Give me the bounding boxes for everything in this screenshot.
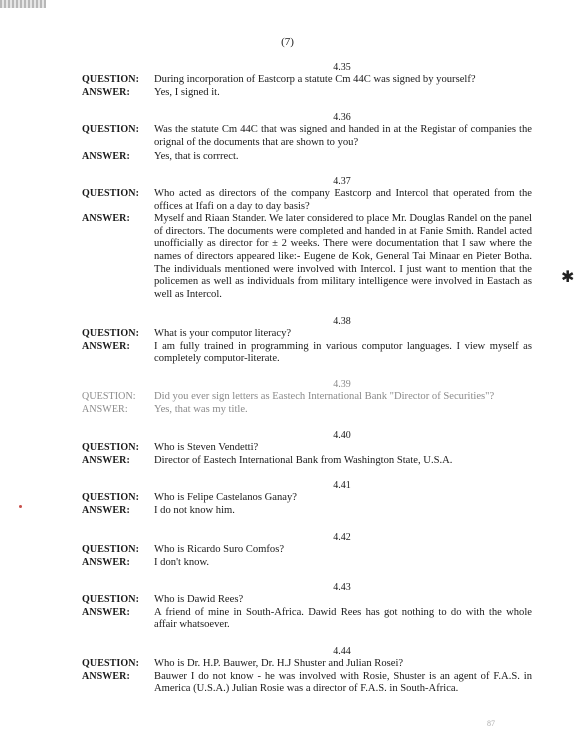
- question-row: [82, 544, 532, 557]
- qa-section: [82, 316, 532, 366]
- answer-label: ANSWER:: [82, 151, 130, 163]
- qa-section: [82, 532, 532, 569]
- question-row: [82, 594, 532, 607]
- section-number: 4.38: [333, 316, 351, 327]
- section-number: 4.40: [333, 430, 351, 441]
- qa-section: [82, 430, 532, 467]
- answer-text: I am fully trained in programming in various computor languages. I view myself as completely computor-literate.: [154, 340, 532, 365]
- answer-label: ANSWER:: [82, 213, 130, 225]
- question-row: [82, 124, 532, 149]
- section-number: 4.35: [333, 62, 351, 73]
- answer-row: [82, 213, 532, 301]
- corner-page-mark: 87: [487, 719, 495, 728]
- question-text: During incorporation of Eastcorp a statute Cm 44C was signed by yourself?: [154, 74, 476, 85]
- answer-label: ANSWER:: [82, 556, 130, 568]
- question-row: [82, 492, 532, 505]
- question-text: Did you ever sign letters as Eastech International Bank "Director of Securities"?: [154, 391, 495, 402]
- answer-row: [82, 557, 532, 570]
- answer-row: [82, 151, 532, 164]
- qa-section: [82, 62, 532, 99]
- question-text: Who is Steven Vendetti?: [154, 442, 259, 453]
- section-number: 4.42: [333, 532, 351, 543]
- question-label: QUESTION:: [82, 442, 140, 453]
- section-number: 4.39: [333, 379, 351, 390]
- section-number: 4.36: [333, 112, 351, 123]
- answer-row: [82, 87, 532, 100]
- question-text: Who acted as directors of the company Eastcorp and Intercol that operated from the offices at Ifafi on a day to day basis?: [154, 188, 532, 212]
- answer-label: ANSWER:: [82, 670, 130, 682]
- qa-section: [82, 379, 532, 416]
- section-number: 4.41: [333, 480, 351, 491]
- answer-label: ANSWER:: [82, 454, 130, 466]
- question-label: QUESTION:: [82, 658, 140, 669]
- question-label: QUESTION:: [82, 391, 136, 402]
- answer-text: Bauwer I do not know - he was involved with Rosie, Shuster is an agent of F.A.S. in America (U.S.A.) Julian Rosie was a director of F.A.S. in South-Africa.: [154, 670, 532, 695]
- answer-text: Myself and Riaan Stander. We later considered to place Mr. Douglas Randel on the panel of directors. The documents were completed and handed in at Fanie Smith. Randel acted unofficially as director for ± 2 weeks. There were documentation that I saw where the names of directors appeared like:- Eugene de Kok, General Tai Minaar en Pieter Botha. The individuals mentioned were involved with Intercol. I just want to mention that the policemen as well as individuals from military intelligence were involved in Eastach as well as Intercol.: [154, 213, 532, 300]
- page-number: (7): [281, 36, 294, 48]
- margin-ink-dot: [19, 505, 22, 508]
- section-number: 4.43: [333, 582, 351, 593]
- qa-section: [82, 582, 532, 632]
- question-text: What is your computor literacy?: [154, 328, 292, 339]
- answer-text: Yes, I signed it.: [154, 86, 220, 98]
- question-text: Who is Dr. H.P. Bauwer, Dr. H.J Shuster and Julian Rosei?: [154, 658, 404, 669]
- answer-label: ANSWER:: [82, 86, 130, 98]
- answer-row: [82, 341, 532, 366]
- question-text: Who is Ricardo Suro Comfos?: [154, 544, 285, 555]
- answer-label: ANSWER:: [82, 606, 130, 618]
- question-text: Who is Felipe Castelanos Ganay?: [154, 492, 297, 503]
- answer-label: ANSWER:: [82, 403, 128, 415]
- answer-label: ANSWER:: [82, 340, 130, 352]
- question-row: [82, 188, 532, 213]
- question-label: QUESTION:: [82, 328, 140, 339]
- scan-artifact: [0, 0, 46, 8]
- question-label: QUESTION:: [82, 188, 140, 199]
- question-row: [82, 74, 532, 87]
- question-row: [82, 328, 532, 341]
- qa-section: [82, 112, 532, 164]
- answer-row: [82, 404, 532, 417]
- answer-row: [82, 505, 532, 518]
- question-label: QUESTION:: [82, 74, 140, 85]
- section-number: 4.44: [333, 646, 351, 657]
- answer-text: I don't know.: [154, 556, 210, 568]
- answer-text: Yes, that was my title.: [154, 403, 248, 415]
- section-number: 4.37: [333, 176, 351, 187]
- question-row: [82, 658, 532, 671]
- question-row: [82, 391, 532, 404]
- answer-text: A friend of mine in South-Africa. Dawid Rees has got nothing to do with the whole affair whatsoever.: [154, 606, 532, 631]
- answer-text: I do not know him.: [154, 504, 235, 516]
- answer-label: ANSWER:: [82, 504, 130, 516]
- answer-row: [82, 455, 532, 468]
- question-label: QUESTION:: [82, 492, 140, 503]
- question-text: Was the statute Cm 44C that was signed and handed in at the Registar of companies the orignal of the documents that are shown to you?: [154, 124, 532, 148]
- answer-text: Yes, that is corrrect.: [154, 151, 239, 163]
- question-text: Who is Dawid Rees?: [154, 594, 244, 605]
- answer-row: [82, 671, 532, 696]
- qa-section: [82, 176, 532, 301]
- margin-asterisk-mark: ✱: [561, 269, 575, 286]
- answer-text: Director of Eastech International Bank from Washington State, U.S.A.: [154, 454, 453, 466]
- qa-section: [82, 480, 532, 517]
- question-label: QUESTION:: [82, 124, 140, 135]
- qa-section: [82, 646, 532, 696]
- question-label: QUESTION:: [82, 594, 140, 605]
- question-row: [82, 442, 532, 455]
- question-label: QUESTION:: [82, 544, 140, 555]
- answer-row: [82, 607, 532, 632]
